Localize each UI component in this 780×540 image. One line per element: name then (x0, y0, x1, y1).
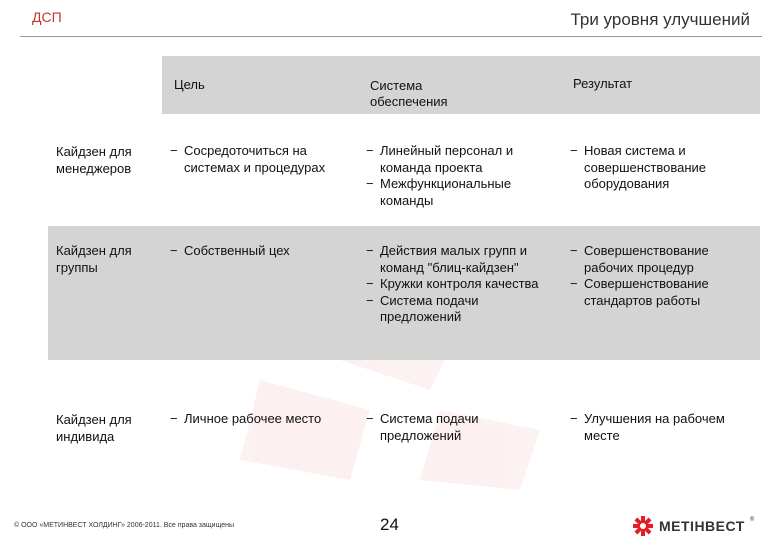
column-header-result: Результат (573, 76, 633, 91)
logo-registered-mark: ® (749, 517, 755, 523)
row-label-group: Кайдзен для группы (56, 243, 132, 275)
list-item: − Кружки контроля качества (366, 276, 551, 293)
cell-goal-individual (170, 411, 350, 428)
cell-system-group (366, 243, 551, 326)
company-logo (632, 514, 754, 538)
logo-wordmark: МЕТІНВЕСТ (659, 518, 745, 534)
cell-goal-managers (170, 143, 350, 176)
row-label-individual: Кайдзен для индивида (56, 412, 132, 444)
list-item: − Система подачи предложений (366, 411, 551, 444)
list-item: − Собственный цех (170, 243, 350, 260)
cell-result-managers (570, 143, 745, 193)
header-divider (20, 36, 762, 37)
cell-system-managers (366, 143, 551, 209)
list-item: − Действия малых групп и команд "блиц-кайдзен" (366, 243, 551, 276)
cell-result-group (570, 243, 745, 309)
list-item: − Новая система и совершенствование оборудования (570, 143, 745, 193)
cell-goal-group (170, 243, 350, 260)
list-item: − Личное рабочее место (170, 411, 350, 428)
cell-result-individual (570, 411, 745, 444)
row-label-managers: Кайдзен для менеджеров (56, 144, 132, 176)
list-item: − Линейный персонал и команда проекта (366, 143, 551, 176)
footer-copyright: © ООО «МЕТИНВЕСТ ХОЛДИНГ» 2006-2011. Все права защищены (14, 522, 235, 529)
cell-system-individual (366, 411, 551, 444)
logo-star-icon (632, 515, 654, 537)
list-item: − Сосредоточиться на системах и процедурах (170, 143, 350, 176)
page-title: Три уровня улучшений (570, 10, 750, 29)
page-number: 24 (380, 515, 399, 534)
list-item: − Совершенствование рабочих процедур (570, 243, 745, 276)
list-item: − Межфункциональные команды (366, 176, 551, 209)
column-header-system: Система обеспечения (370, 78, 448, 109)
column-header-goal: Цель (174, 77, 205, 92)
document-tag: ДСП (32, 9, 62, 25)
list-item: − Совершенствование стандартов работы (570, 276, 745, 309)
list-item: − Улучшения на рабочем месте (570, 411, 745, 444)
list-item: − Система подачи предложений (366, 293, 551, 326)
